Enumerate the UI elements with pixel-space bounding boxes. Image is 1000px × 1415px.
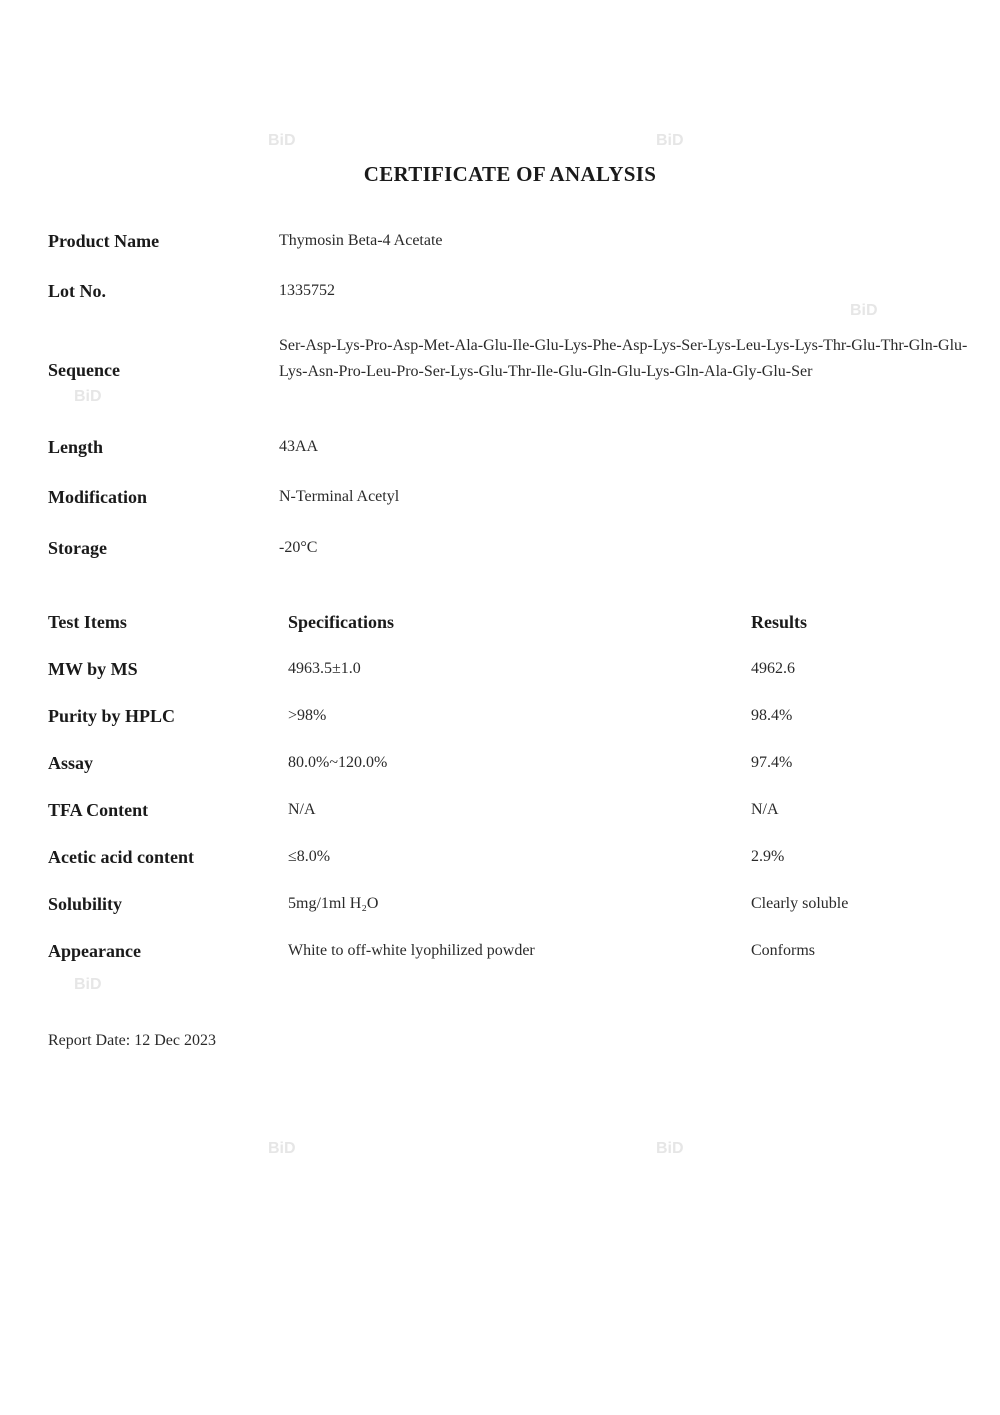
header-test-items: Test Items: [48, 612, 127, 632]
header-specifications: Specifications: [288, 612, 394, 632]
test-item: Solubility: [48, 894, 123, 914]
lot-no-label: Lot No.: [48, 281, 106, 301]
test-spec: N/A: [288, 801, 316, 818]
table-row: [0, 706, 1000, 734]
test-result: 4962.6: [751, 660, 795, 677]
storage-label: Storage: [48, 538, 107, 558]
length-value: 43AA: [279, 438, 319, 455]
test-spec: 80.0%~120.0%: [288, 754, 388, 771]
modification-value: N-Terminal Acetyl: [279, 488, 400, 505]
test-spec: White to off-white lyophilized powder: [288, 942, 535, 959]
test-item: TFA Content: [48, 800, 149, 820]
test-result: N/A: [751, 801, 779, 818]
table-row: [0, 847, 1000, 875]
test-result: Conforms: [751, 942, 815, 959]
sequence-value: Ser-Asp-Lys-Pro-Asp-Met-Ala-Glu-Ile-Glu-Lys-Phe-Asp-Lys-Ser-Lys-Leu-Lys-Lys-Thr-Glu-Thr-Gln-Glu-Lys-Asn-Pro-Leu-Pro-Ser-Lys-Glu-Thr-Ile-Glu-Gln-Glu-Lys-Gln-Ala-Gly-Glu-Ser: [279, 337, 968, 380]
test-spec: ≤8.0%: [288, 848, 331, 865]
watermark-logo: BiD: [656, 132, 684, 149]
test-result: Clearly soluble: [751, 895, 849, 912]
test-result: 97.4%: [751, 754, 793, 771]
report-date: Report Date: 12 Dec 2023: [48, 1032, 216, 1049]
test-item: Assay: [48, 753, 94, 773]
table-row: [0, 753, 1000, 781]
modification-label: Modification: [48, 487, 147, 507]
table-row: [0, 659, 1000, 687]
test-result: 2.9%: [751, 848, 785, 865]
watermark-logo: BiD: [74, 388, 102, 405]
test-spec: 5mg/1ml H₂O: [288, 895, 379, 912]
watermark-logo: BiD: [850, 302, 878, 319]
table-header-row: [0, 612, 1000, 640]
test-spec: >98%: [288, 707, 327, 724]
product-name-label: Product Name: [48, 231, 160, 251]
watermark-logo: BiD: [656, 1140, 684, 1157]
watermark-logo: BiD: [74, 976, 102, 993]
header-results: Results: [751, 612, 808, 632]
sequence-label: Sequence: [48, 360, 120, 380]
lot-no-value: 1335752: [279, 282, 335, 299]
product-name-value: Thymosin Beta-4 Acetate: [279, 232, 443, 249]
test-item: MW by MS: [48, 659, 138, 679]
test-item: Purity by HPLC: [48, 706, 176, 726]
table-row: [0, 941, 1000, 969]
document-title: CERTIFICATE OF ANALYSIS: [363, 162, 657, 186]
test-spec: 4963.5±1.0: [288, 660, 361, 677]
table-row: [0, 800, 1000, 828]
length-label: Length: [48, 437, 104, 457]
storage-value: -20°C: [279, 539, 318, 556]
test-result: 98.4%: [751, 707, 793, 724]
test-item: Appearance: [48, 941, 141, 961]
watermark-logo: BiD: [268, 1140, 296, 1157]
test-item: Acetic acid content: [48, 847, 194, 867]
watermark-logo: BiD: [268, 132, 296, 149]
table-row: [0, 894, 1000, 922]
